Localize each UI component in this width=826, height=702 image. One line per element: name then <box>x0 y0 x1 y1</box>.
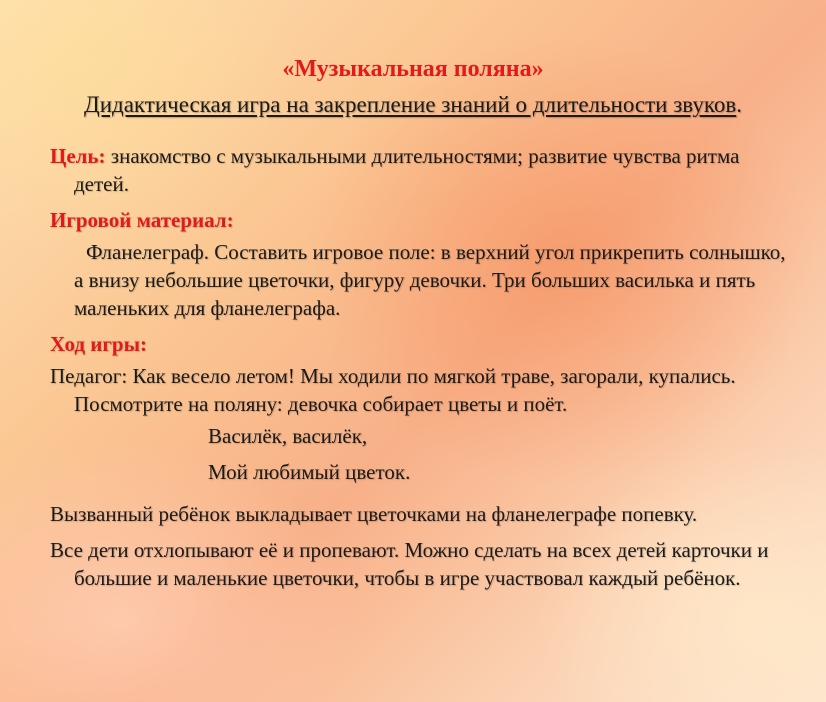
subtitle-text: Дидактическая игра на закрепление знаний о длительности звуков <box>84 92 737 117</box>
verse-line-1: Василёк, василёк, <box>208 424 368 448</box>
child-paragraph: Вызванный ребёнок выкладывает цветочками на фланелеграфе попевку. <box>50 502 698 526</box>
page-subtitle <box>0 92 826 118</box>
game-heading: Ход игры: <box>50 332 147 356</box>
all-children-paragraph: Все дети отхлопывают её и пропевают. Можно сделать на всех детей карточки и большие и маленькие цветочки, чтобы в игре участвовал каждый ребёнок. <box>50 538 769 590</box>
subtitle-period: . <box>736 92 742 117</box>
song-verse <box>50 422 790 494</box>
material-text: Фланелеграф. Составить игровое поле: в верхний угол прикрепить солнышко, а внизу небольшие цветочки, фигуру девочки. Три больших василька и пять маленьких для фланелеграфа. <box>74 240 786 320</box>
goal-paragraph <box>50 142 790 198</box>
material-heading: Игровой материал: <box>50 208 234 232</box>
content-body <box>50 142 790 595</box>
page-title: «Музыкальная поляна» <box>282 56 544 82</box>
goal-label: Цель: <box>50 144 106 168</box>
teacher-paragraph: Педагог: Как весело летом! Мы ходили по мягкой траве, загорали, купались. Посмотрите на поляну: девочка собирает цветы и поёт. <box>50 364 736 416</box>
goal-text: знакомство с музыкальными длительностями; развитие чувства ритма детей. <box>74 144 740 196</box>
verse-line-2: Мой любимый цветок. <box>208 460 411 484</box>
